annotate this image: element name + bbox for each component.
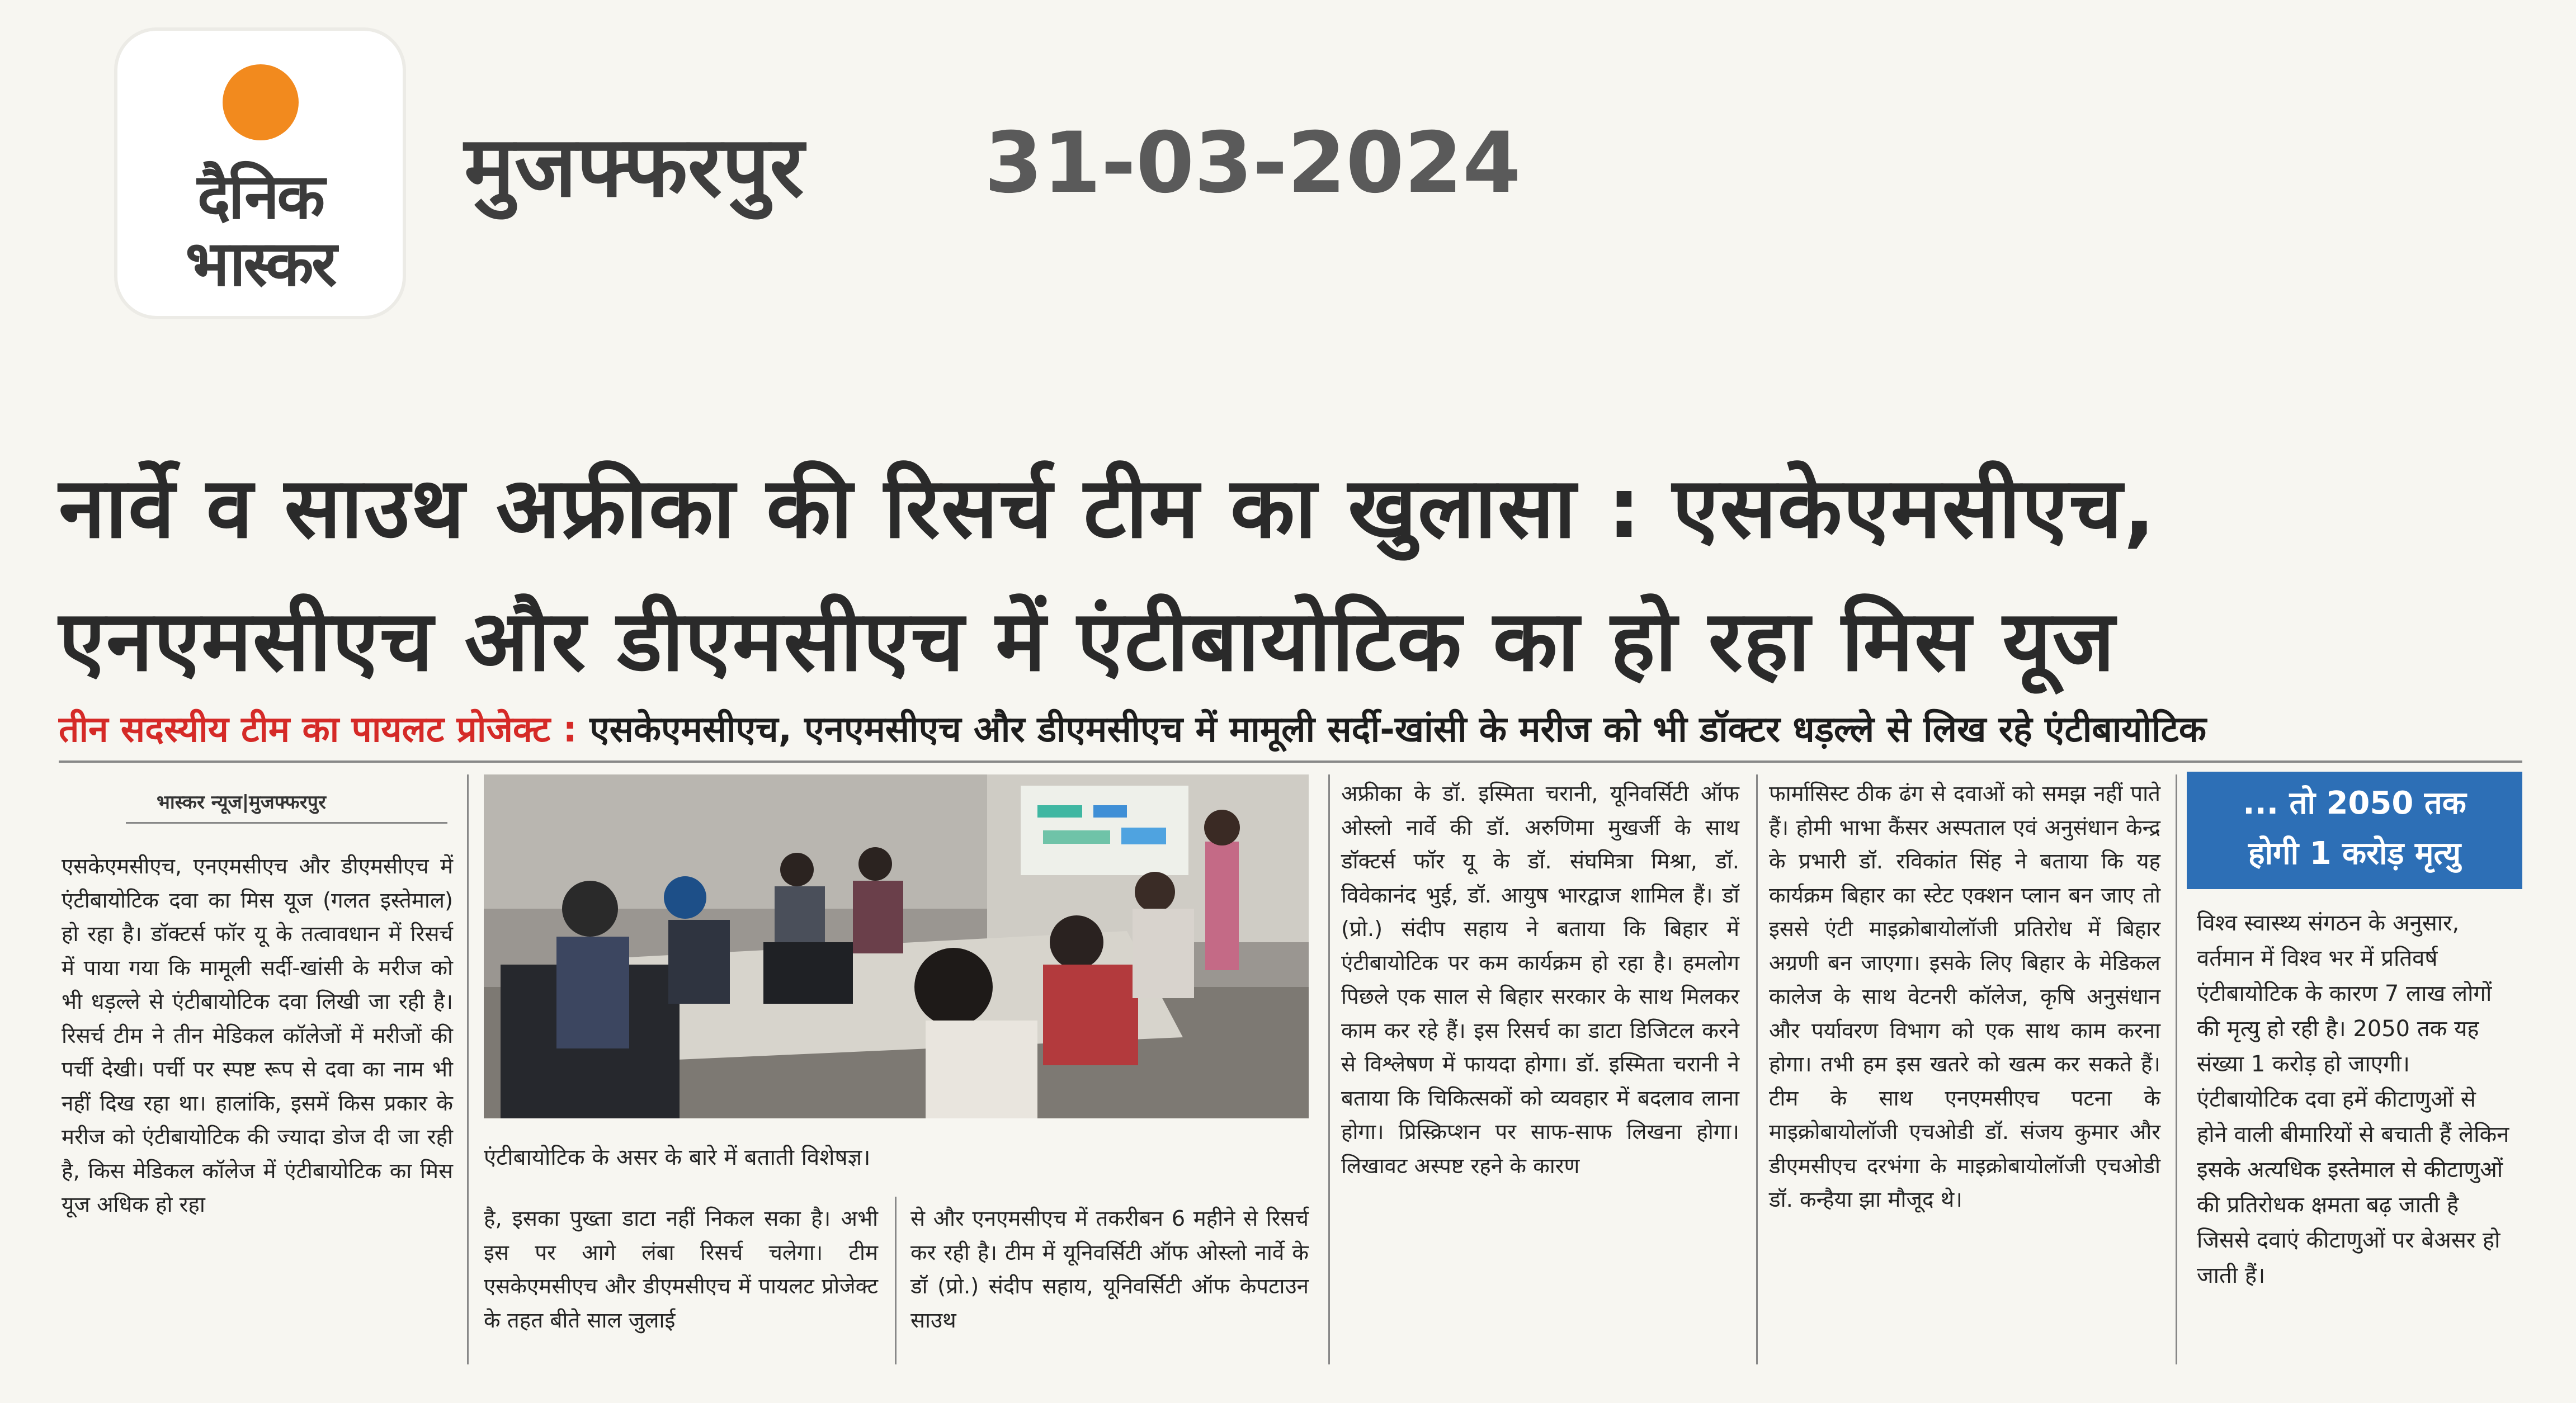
subheadline [59, 703, 2542, 752]
article-column-2: है, इसका पुख्ता डाटा नहीं निकल सका है। अभी इस पर आगे लंबा रिसर्च चलेगा। टीम एसकेएमसीएच और डीएमसीएच में पायलट प्रोजेक्ट के तहत बीते साल जुलाई [484, 1206, 878, 1333]
sidebar-title [2187, 778, 2522, 879]
logo-sun-icon [223, 64, 299, 140]
seminar-photo-illustration [484, 774, 1309, 1118]
edition-date: 31-03-2024 [984, 115, 1521, 212]
dainik-bhaskar-logo [117, 31, 403, 316]
logo-text-line2: भास्कर [185, 228, 335, 300]
divider [126, 822, 447, 824]
headline-line2: एनएमसीएच और डीएमसीएच में एंटीबायोटिक का हो रहा मिस यूज [59, 593, 2116, 690]
subhead-kicker: तीन सदस्यीय टीम का पायलट प्रोजेक्ट : [59, 709, 577, 750]
article-column-1: एसकेएमसीएच, एनएमसीएच और डीएमसीएच में एंटीबायोटिक दवा का मिस यूज (गलत इस्तेमाल) हो रहा है। डॉक्टर्स फॉर यू के तत्वावधान में रिसर्च में पाया गया कि मामूली सर्दी-खांसी के मरीज को भी धड़ल्ले से एंटीबायोटिक दवा लिखी जा रही है। रिसर्च टीम ने तीन मेडिकल कॉलेजों में मरीजों की पर्ची देखी। पर्ची पर स्पष्ट रूप से दवा का नाम भी नहीं दिख रहा था। हालांकि, इसमें किस प्रकार के मरीज को एंटीबायोटिक की ज्यादा डोज दी जा रही है, किस मेडिकल कॉलेज में एंटीबायोटिक का मिस यूज अधिक हो रहा [62, 854, 453, 1217]
sidebar-title-line1: ... तो 2050 तक [2243, 785, 2466, 821]
logo-text-line1: दैनिक [197, 160, 323, 233]
sidebar-title-line2: होगी 1 करोड़ मृत्यु [2248, 835, 2461, 872]
article-column-3: से और एनएमसीएच में तकरीबन 6 महीने से रिसर्च कर रही है। टीम में यूनिवर्सिटी ऑफ ओस्लो नार्वे के डॉ (प्रो.) संदीप सहाय, यूनिवर्सिटी ऑफ केपटाउन साउथ [910, 1206, 1309, 1333]
divider [1756, 774, 1758, 1364]
photo-caption: एंटीबायोटिक के असर के बारे में बताती विशेषज्ञ। [484, 1145, 871, 1170]
divider [1328, 774, 1330, 1364]
divider [2176, 774, 2177, 1364]
divider [59, 760, 2522, 763]
sidebar-title-box [2187, 772, 2522, 889]
subhead-text: एसकेएमसीएच, एनएमसीएच और डीएमसीएच में मामूली सर्दी-खांसी के मरीज को भी डॉक्टर धड़ल्ले से लिख रहे एंटीबायोटिक [589, 709, 2207, 750]
divider [895, 1197, 897, 1364]
article-photo [484, 774, 1309, 1118]
headline [59, 442, 2531, 708]
article-column-5: फार्मासिस्ट ठीक ढंग से दवाओं को समझ नहीं पाते हैं। होमी भाभा कैंसर अस्पताल एवं अनुसंधान केन्द्र के प्रभारी डॉ. रविकांत सिंह ने बताया कि यह कार्यक्रम बिहार का स्टेट एक्शन प्लान बन जाए तो इससे एंटी माइक्रोबायोलॉजी प्रतिरोध में बिहार अग्रणी बन जाएगा। इसके लिए बिहार के मेडिकल कालेज के साथ वेटनरी कॉलेज, कृषि अनुसंधान और पर्यावरण विभाग को एक साथ काम करना होगा। तभी हम इस खतरे को खत्म कर सकते हैं। टीम के साथ एनएमसीएच पटना के माइक्रोबायोलॉजी एचओडी डॉ. संजय कुमार और डीएमसीएच दरभंगा के माइक्रोबायोलॉजी एचओडी डॉ. कन्हैया झा मौजूद थे। [1769, 781, 2160, 1212]
article-column-4: अफ्रीका के डॉ. इस्मिता चरानी, यूनिवर्सिटी ऑफ ओस्लो नार्वे की डॉ. अरुणिमा मुखर्जी के साथ डॉक्टर्स फॉर यू के डॉ. संघमित्रा मिश्रा, डॉ. विवेकानंद भुई, डॉ. आयुष भारद्वाज शामिल हैं। डॉ (प्रो.) संदीप सहाय ने बताया कि बिहार में एंटीबायोटिक पर कम कार्यक्रम हो रहा है। हमलोग पिछले एक साल से बिहार सरकार के साथ मिलकर काम कर रहे हैं। इस रिसर्च का डाटा डिजिटल करने से विश्लेषण में फायदा होगा। डॉ. इस्मिता चरानी ने बताया कि चिकित्सकों को व्यवहार में बदलाव लाना होगा। प्रिस्क्रिप्शन पर साफ-साफ लिखना होगा। लिखावट अस्पष्ट रहने के कारण [1341, 781, 1739, 1179]
divider [467, 774, 469, 1364]
edition-city: मुजफ्फरपुर [464, 119, 804, 216]
headline-line1: नार्वे व साउथ अफ्रीका की रिसर्च टीम का खुलासा : एसकेएमसीएच, [59, 460, 2157, 557]
byline: भास्कर न्यूज|मुजफ्फरपुर [157, 791, 326, 814]
sidebar-text: विश्व स्वास्थ्य संगठन के अनुसार, वर्तमान में विश्व भर में प्रतिवर्ष एंटीबायोटिक के कारण 7 लाख लोगों की मृत्यु हो रही है। 2050 तक यह संख्या 1 करोड़ हो जाएगी। एंटीबायोटिक दवा हमें कीटाणुओं से होने वाली बीमारियों से बचाती हैं लेकिन इसके अत्यधिक इस्तेमाल से कीटाणुओं की प्रतिरोधक क्षमता बढ़ जाती है जिससे दवाएं कीटाणुओं पर बेअसर हो जाती हैं। [2197, 910, 2509, 1288]
